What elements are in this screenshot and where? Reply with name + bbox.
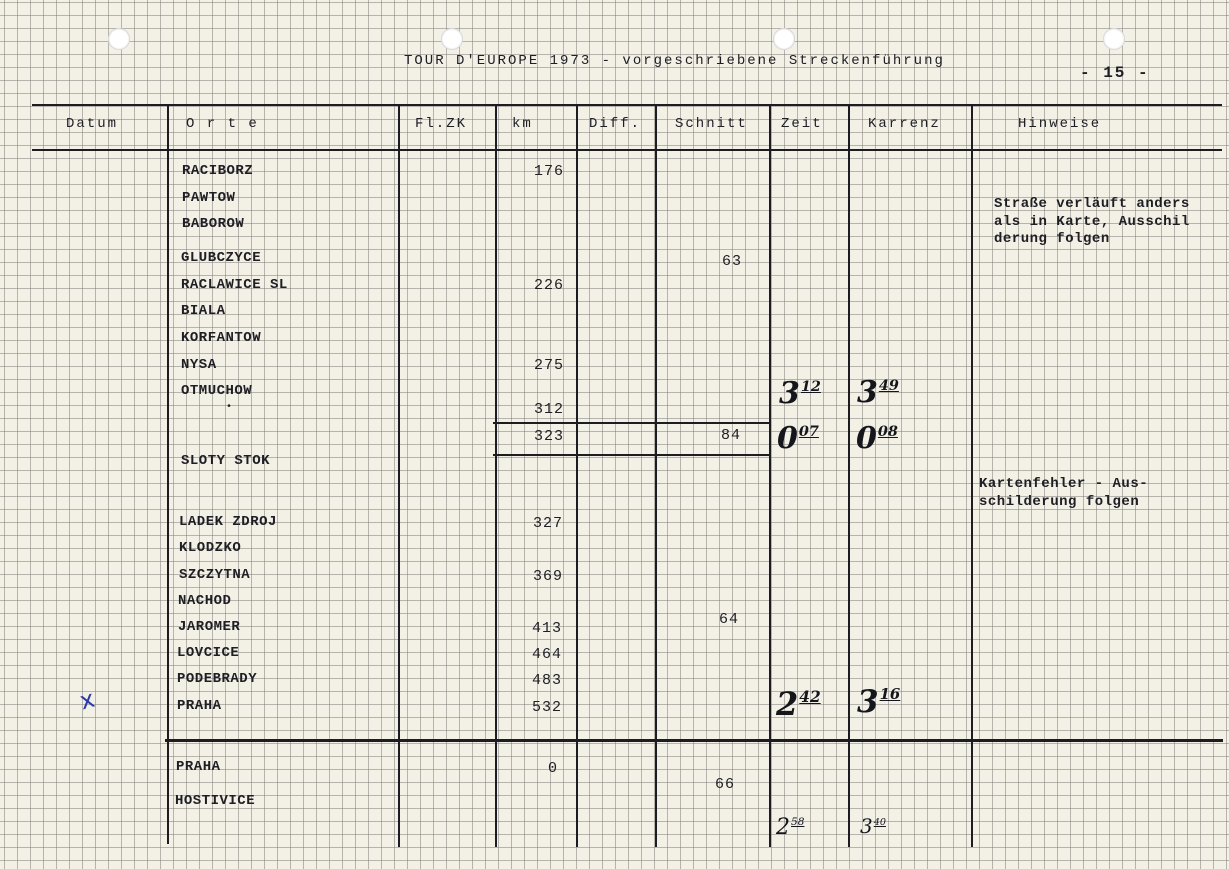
zeit-handwritten: $2^{58}$	[776, 815, 805, 840]
km-value: 176	[533, 163, 564, 180]
karrenz-handwritten: $3^{40}$	[860, 814, 886, 838]
km-value: 0	[547, 760, 558, 777]
column-header-diff: Diff.	[589, 116, 642, 132]
schnitt-value: 63	[722, 253, 743, 270]
km-value: 312	[533, 401, 564, 418]
place-name: PRAHA	[176, 759, 221, 775]
stage-end-rule	[165, 739, 1223, 742]
place-name: PAWTOW	[182, 190, 236, 206]
place-name: HOSTIVICE	[175, 793, 256, 809]
hinweis-line: Straße verläuft anders	[994, 196, 1190, 212]
place-name: LADEK ZDROJ	[179, 514, 277, 530]
page-number: - 15 -	[1080, 64, 1150, 82]
punch-hole	[773, 28, 795, 50]
schnitt-value: 64	[719, 611, 740, 628]
schnitt-value: 84	[721, 427, 742, 444]
header-bottom-rule	[32, 149, 1222, 151]
segment-rule-lower	[493, 454, 771, 456]
place-name: KLODZKO	[179, 540, 242, 556]
place-name: LOVCICE	[177, 645, 240, 661]
place-name: KORFANTOW	[181, 330, 262, 346]
column-header-schnitt: Schnitt	[675, 116, 748, 132]
km-value: 327	[532, 515, 563, 532]
zeit-handwritten: $0^{07}$	[777, 421, 819, 456]
segment-rule-upper	[493, 422, 771, 424]
column-divider	[495, 104, 497, 847]
place-name: GLUBCZYCE	[181, 250, 262, 266]
place-name: BABOROW	[182, 216, 245, 232]
column-header-zeit: Zeit	[781, 116, 823, 132]
karrenz-handwritten: $0^{08}$	[856, 421, 898, 456]
pen-cross-mark: x	[76, 684, 98, 716]
column-header-orte: O r t e	[186, 116, 259, 132]
column-header-flzk: Fl.ZK	[415, 116, 468, 132]
hinweis-line: Kartenfehler - Aus-	[979, 476, 1149, 492]
place-name: NACHOD	[178, 593, 232, 609]
column-divider	[769, 104, 771, 847]
place-name: RACLAWICE SL	[181, 277, 288, 293]
hinweis-line: derung folgen	[994, 231, 1110, 247]
km-value: 483	[531, 672, 562, 689]
hinweis-line: schilderung folgen	[979, 494, 1140, 510]
place-name: SZCZYTNA	[179, 567, 251, 583]
column-header-hinweise: Hinweise	[1018, 116, 1102, 132]
place-name: SLOTY STOK	[181, 453, 271, 469]
place-name: NYSA	[181, 357, 217, 373]
column-divider	[398, 104, 400, 847]
km-value: 413	[531, 620, 562, 637]
column-header-datum: Datum	[66, 116, 119, 132]
column-header-km: km	[512, 116, 533, 132]
punch-hole	[1103, 28, 1125, 50]
schnitt-value: 66	[715, 776, 736, 793]
place-name: OTMUCHOW	[181, 383, 253, 399]
column-divider	[655, 104, 657, 847]
table-top-rule	[32, 104, 1222, 106]
zeit-handwritten: $3^{12}$	[779, 376, 821, 411]
km-value: 369	[532, 568, 563, 585]
place-name: BIALA	[181, 303, 226, 319]
km-value: 323	[533, 428, 564, 445]
zeit-handwritten: $2^{42}$	[776, 685, 821, 723]
km-value: 226	[533, 277, 564, 294]
column-divider	[848, 104, 850, 847]
karrenz-handwritten: $3^{16}$	[857, 684, 901, 720]
km-value: 464	[531, 646, 562, 663]
hinweis-line: als in Karte, Ausschil	[994, 214, 1190, 230]
column-divider	[971, 104, 973, 847]
km-value: 275	[533, 357, 564, 374]
place-name: JAROMER	[178, 619, 241, 635]
km-value: 532	[531, 699, 562, 716]
place-name: PODEBRADY	[177, 671, 258, 687]
column-divider	[576, 104, 578, 847]
column-divider	[167, 104, 169, 844]
punch-hole	[441, 28, 463, 50]
column-header-karrenz: Karrenz	[868, 116, 941, 132]
place-name: PRAHA	[177, 698, 222, 714]
karrenz-handwritten: $3^{49}$	[857, 375, 899, 410]
document-title: TOUR D'EUROPE 1973 - vorgeschriebene Streckenführung	[404, 53, 945, 69]
place-name: RACIBORZ	[182, 163, 254, 179]
dot-mark: •	[226, 402, 234, 413]
punch-hole	[108, 28, 130, 50]
